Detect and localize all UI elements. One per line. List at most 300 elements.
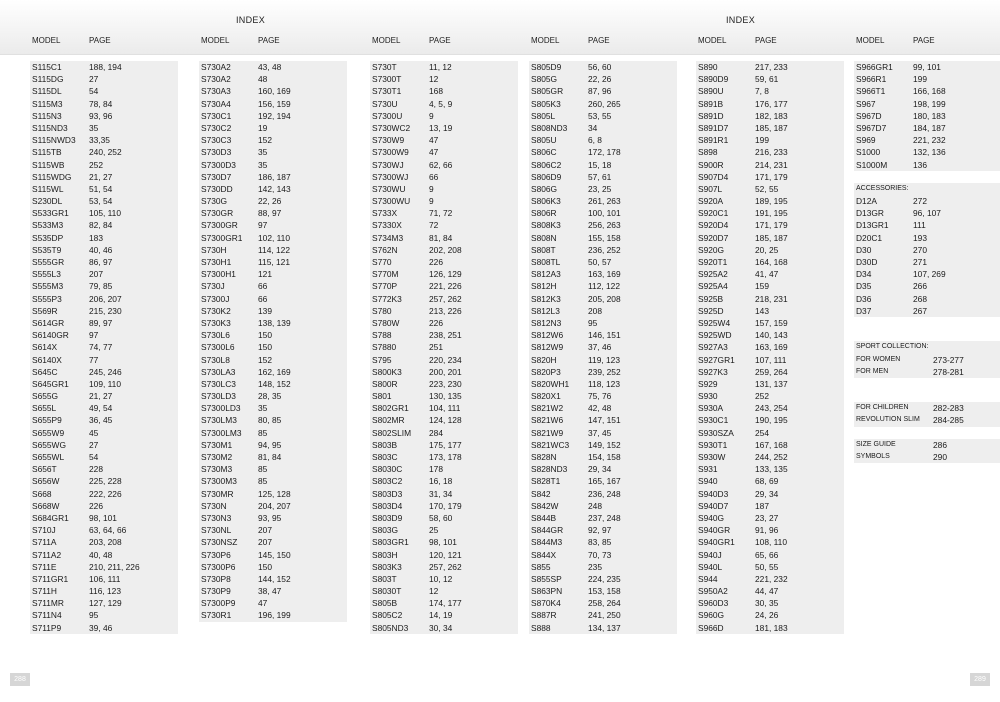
- page-ref: 228: [89, 464, 103, 475]
- index-entry: [696, 402, 844, 414]
- index-entry: [199, 390, 347, 402]
- model-code: S820P3: [531, 366, 561, 377]
- model-code: S7300T: [372, 74, 402, 85]
- index-entry: [30, 293, 178, 305]
- column-header-page: PAGE: [588, 36, 610, 45]
- page-ref: 180, 183: [913, 110, 946, 121]
- index-entry: [529, 329, 677, 341]
- index-entry: [696, 293, 844, 305]
- page-ref: 282-283: [933, 403, 964, 414]
- model-code: S780W: [372, 317, 400, 328]
- model-code: S533GR1: [32, 208, 69, 219]
- index-entry: [370, 378, 518, 390]
- model-code: S8030T: [372, 586, 402, 597]
- page-ref: 21, 27: [89, 391, 113, 402]
- page-ref: 52, 55: [755, 183, 779, 194]
- page-ref: 40, 48: [89, 549, 113, 560]
- model-code: S7300L6: [201, 342, 235, 353]
- model-code: S730K2: [201, 305, 231, 316]
- page-ref: 173, 178: [429, 452, 462, 462]
- page-ref: 266: [913, 281, 927, 292]
- page-ref: 131, 137: [755, 378, 788, 389]
- model-code: D13GR1: [856, 220, 889, 231]
- model-code: S967D7: [856, 122, 887, 133]
- page-ref: 102, 110: [258, 232, 290, 243]
- index-entry: [854, 85, 1000, 97]
- model-code: S805U: [531, 135, 557, 146]
- index-entry: [30, 317, 178, 329]
- page-ref: 152: [258, 135, 272, 146]
- index-entry: [199, 134, 347, 146]
- index-entry: [199, 500, 347, 512]
- model-code: D20C1: [856, 232, 883, 243]
- index-entry: [854, 110, 1000, 122]
- index-entry: [696, 341, 844, 353]
- model-code: S730L6: [201, 330, 230, 341]
- page-ref: 136: [913, 159, 927, 170]
- index-entry: [370, 439, 518, 451]
- index-entry: [696, 73, 844, 85]
- index-entry: [370, 305, 518, 317]
- index-entry: [30, 244, 178, 256]
- model-code: S805ND3: [372, 622, 409, 633]
- page-ref: 9: [429, 196, 434, 207]
- index-entry: [30, 305, 178, 317]
- index-entry: [529, 463, 677, 475]
- index-entry: [199, 524, 347, 536]
- model-code: S920G: [698, 244, 725, 255]
- page-ref: 192, 194: [258, 110, 291, 121]
- model-code: S7880: [372, 342, 397, 353]
- model-code: S7300D3: [201, 159, 236, 170]
- index-entry: [370, 427, 518, 439]
- page-ref: 199: [913, 74, 927, 85]
- page-ref: 278-281: [933, 366, 964, 377]
- index-entry: [529, 475, 677, 487]
- page-ref: 54: [89, 86, 99, 97]
- index-entry: [696, 414, 844, 426]
- page-ref: 30, 34: [429, 622, 453, 633]
- index-entry: [30, 354, 178, 366]
- index-entry: [529, 317, 677, 329]
- model-code: S870K4: [531, 598, 561, 609]
- index-entry: [370, 622, 518, 634]
- index-entry: [529, 390, 677, 402]
- page-ref: 43, 48: [258, 62, 282, 72]
- model-code: S770: [372, 257, 392, 267]
- index-entry: [199, 122, 347, 134]
- index-entry: [199, 85, 347, 97]
- model-code: S730P6: [201, 549, 231, 560]
- index-entry: [529, 268, 677, 280]
- model-code: S614GR: [32, 317, 65, 328]
- page-ref: 268: [913, 293, 927, 304]
- model-code: S966D: [698, 622, 724, 633]
- page-ref: 80, 85: [258, 415, 282, 426]
- page-ref: 71, 72: [429, 208, 453, 219]
- page-ref: 290: [933, 452, 947, 462]
- index-entry: [199, 183, 347, 195]
- model-code: S730A2: [201, 62, 231, 72]
- page-ref: 154, 158: [588, 452, 621, 462]
- index-entry: [199, 195, 347, 207]
- model-code: ACCESSORIES:: [856, 184, 909, 192]
- index-entry: [696, 597, 844, 609]
- page-ref: 225, 228: [89, 476, 122, 487]
- page-ref: 148, 152: [258, 378, 291, 389]
- model-code: S803D3: [372, 488, 403, 499]
- page-ref: 286: [933, 439, 947, 450]
- model-code: S730A2: [201, 74, 231, 85]
- model-code: S820H: [531, 354, 557, 365]
- page-ref: 167, 168: [755, 439, 788, 450]
- model-code: S7300M3: [201, 476, 237, 487]
- model-code: S940L: [698, 561, 723, 572]
- model-code: S805L: [531, 110, 556, 121]
- model-code: S555L3: [32, 269, 61, 280]
- model-code: S802MR: [372, 415, 405, 426]
- model-code: S655P9: [32, 415, 62, 426]
- page-ref: 44, 47: [755, 586, 779, 597]
- index-entry: [199, 512, 347, 524]
- spacer: [854, 171, 1000, 183]
- page-ref: 236, 248: [588, 488, 621, 499]
- page-ref: 65, 66: [755, 549, 779, 560]
- index-entry: [30, 280, 178, 292]
- index-entry: [370, 280, 518, 292]
- model-code: SPORT COLLECTION:: [856, 343, 929, 351]
- model-code: S730W9: [372, 135, 405, 146]
- page-ref: 152: [258, 354, 272, 365]
- index-entry: [370, 354, 518, 366]
- index-entry: [30, 341, 178, 353]
- index-entry: [199, 414, 347, 426]
- model-code: S770M: [372, 269, 399, 280]
- header-band: [0, 0, 1000, 55]
- model-code: S655WG: [32, 439, 66, 450]
- spacer: [854, 378, 1000, 390]
- index-entry: [30, 512, 178, 524]
- model-code: S891D: [698, 110, 724, 121]
- index-entry: [199, 475, 347, 487]
- page-ref: 163, 169: [588, 269, 621, 280]
- model-code: S821WC3: [531, 439, 570, 450]
- index-entry: [696, 134, 844, 146]
- model-code: S888: [531, 622, 551, 633]
- model-code: S803C: [372, 452, 398, 462]
- index-entry: [696, 195, 844, 207]
- index-entry: [529, 524, 677, 536]
- page-ref: 237, 248: [588, 512, 621, 523]
- model-code: S730NL: [201, 525, 232, 536]
- page-ref: 178: [429, 464, 443, 475]
- page-ref: 216, 233: [755, 147, 788, 158]
- model-code: S806R: [531, 208, 557, 219]
- page-ref: 35: [258, 147, 268, 158]
- index-entry: [30, 585, 178, 597]
- index-entry: [370, 98, 518, 110]
- page-ref: 259, 264: [755, 366, 788, 377]
- model-code: S555P3: [32, 293, 62, 304]
- model-code: S887R: [531, 610, 557, 621]
- page-ref: 85: [258, 476, 268, 487]
- page-ref: 224, 235: [588, 573, 621, 584]
- index-entry: [30, 98, 178, 110]
- index-entry: [30, 488, 178, 500]
- index-entry: [370, 134, 518, 146]
- index-entry: [199, 463, 347, 475]
- model-code: S730N: [201, 500, 227, 511]
- page-ref: 96, 107: [913, 208, 941, 219]
- page-ref: 226: [429, 257, 443, 267]
- index-entry: [696, 561, 844, 573]
- model-code: S844GR: [531, 525, 564, 536]
- model-code: S805D9: [531, 62, 562, 72]
- model-code: S828T1: [531, 476, 561, 487]
- section-heading: [854, 341, 1000, 353]
- model-code: S788: [372, 330, 392, 341]
- page-ref: 62, 66: [429, 159, 453, 170]
- index-entry: [370, 85, 518, 97]
- page-ref: 221, 232: [913, 135, 946, 146]
- index-entry: [854, 451, 1000, 463]
- model-code: S762N: [372, 244, 398, 255]
- index-entry: [696, 110, 844, 122]
- index-entry: [199, 207, 347, 219]
- index-entry: [370, 219, 518, 231]
- index-entry: [370, 573, 518, 585]
- index-entry: [370, 451, 518, 463]
- page-ref: 139: [258, 305, 272, 316]
- page-ref: 245, 246: [89, 366, 122, 377]
- index-entry: [696, 183, 844, 195]
- model-code: S930A: [698, 403, 724, 414]
- model-code: S907L: [698, 183, 723, 194]
- page-ref: 35: [89, 122, 99, 133]
- page-ref: 107, 111: [755, 354, 787, 365]
- index-column: [529, 61, 677, 634]
- model-code: S803B: [372, 439, 398, 450]
- page-ref: 251: [429, 342, 443, 353]
- index-entry: [370, 171, 518, 183]
- index-entry: [370, 524, 518, 536]
- page-ref: 150: [258, 330, 272, 341]
- page-ref: 75, 76: [588, 391, 612, 402]
- model-code: S940GR: [698, 525, 731, 536]
- page-ref: 95: [89, 610, 99, 621]
- index-entry: [854, 305, 1000, 317]
- page-ref: 252: [755, 391, 769, 402]
- index-entry: [199, 439, 347, 451]
- page-ref: 175, 177: [429, 439, 462, 450]
- index-entry: [199, 366, 347, 378]
- model-code: S812L3: [531, 305, 560, 316]
- page-ref: 204, 207: [258, 500, 291, 511]
- model-code: S710J: [32, 525, 56, 536]
- index-entry: [529, 414, 677, 426]
- model-code: D30: [856, 244, 872, 255]
- model-code: S733X: [372, 208, 398, 219]
- page-ref: 132, 136: [913, 147, 946, 158]
- model-code: S940J: [698, 549, 722, 560]
- index-entry: [30, 146, 178, 158]
- index-entry: [30, 85, 178, 97]
- index-entry: [696, 329, 844, 341]
- page-ref: 34: [588, 122, 598, 133]
- model-code: D37: [856, 305, 872, 316]
- model-code: S730K3: [201, 317, 231, 328]
- page-ref: 111: [913, 220, 926, 231]
- model-code: S770P: [372, 281, 398, 292]
- index-entry: [529, 244, 677, 256]
- page-ref: 185, 187: [755, 122, 788, 133]
- model-code: S711GR1: [32, 573, 69, 584]
- index-entry: [854, 414, 1000, 426]
- page-ref: 168: [429, 86, 443, 97]
- page-ref: 36, 45: [89, 415, 113, 426]
- page-ref: 188, 194: [89, 62, 122, 72]
- index-entry: [30, 427, 178, 439]
- index-entry: [30, 366, 178, 378]
- index-entry: [199, 329, 347, 341]
- page-ref: 257, 262: [429, 293, 462, 304]
- index-entry: [370, 414, 518, 426]
- index-entry: [854, 122, 1000, 134]
- index-entry: [696, 280, 844, 292]
- page-ref: 27: [89, 439, 99, 450]
- page-ref: 126, 129: [429, 269, 462, 280]
- index-entry: [199, 98, 347, 110]
- page-ref: 218, 231: [755, 293, 788, 304]
- page-ref: 109, 110: [89, 378, 121, 389]
- model-code: S806G: [531, 183, 558, 194]
- page-ref: 12: [429, 586, 439, 597]
- page-ref: 284-285: [933, 415, 964, 426]
- page-ref: 116, 123: [89, 586, 121, 597]
- model-code: S920D4: [698, 220, 729, 231]
- index-entry: [696, 61, 844, 73]
- model-code: S730G: [201, 196, 228, 207]
- page-ref: 206, 207: [89, 293, 122, 304]
- index-entry: [529, 439, 677, 451]
- index-entry: [370, 597, 518, 609]
- page-ref: 89, 97: [89, 317, 113, 328]
- index-entry: [696, 512, 844, 524]
- page-ref: 19: [258, 122, 268, 133]
- model-code: S555GR: [32, 257, 65, 267]
- model-code: S711MR: [32, 598, 64, 609]
- index-entry: [696, 451, 844, 463]
- page-ref: 66: [258, 281, 268, 292]
- page-ref: 85: [258, 427, 268, 438]
- model-code: S842: [531, 488, 551, 499]
- page-ref: 223, 230: [429, 378, 462, 389]
- model-code: S730P9: [201, 586, 231, 597]
- model-code: S925A2: [698, 269, 728, 280]
- model-code: S828ND3: [531, 464, 568, 475]
- model-code: S730T: [372, 62, 397, 72]
- page-ref: 91, 96: [755, 525, 779, 536]
- index-entry: [199, 219, 347, 231]
- page-ref: 15, 18: [588, 159, 612, 170]
- page-number-right: 289: [970, 673, 990, 686]
- model-code: S730M1: [201, 439, 233, 450]
- page-ref: 140, 143: [755, 330, 788, 341]
- index-entry: [529, 402, 677, 414]
- index-entry: [199, 317, 347, 329]
- model-code: S115WDG: [32, 171, 72, 182]
- model-code: S730N3: [201, 512, 232, 523]
- index-entry: [696, 98, 844, 110]
- index-entry: [854, 439, 1000, 451]
- model-code: S730U: [372, 98, 398, 109]
- model-code: S820X1: [531, 391, 561, 402]
- page-ref: 56, 60: [588, 62, 612, 72]
- page-ref: 24, 26: [755, 610, 779, 621]
- model-code: S7300J: [201, 293, 230, 304]
- model-code: S6140X: [32, 354, 62, 365]
- model-code: S855SP: [531, 573, 562, 584]
- model-code: S115TB: [32, 147, 62, 158]
- page-ref: 25: [429, 525, 439, 536]
- model-code: S803GR1: [372, 537, 409, 548]
- page-ref: 176, 177: [755, 98, 788, 109]
- index-entry: [529, 110, 677, 122]
- index-entry: [696, 219, 844, 231]
- index-entry: [854, 98, 1000, 110]
- page-ref: 63, 64, 66: [89, 525, 127, 536]
- page-ref: 114, 122: [258, 244, 290, 255]
- index-entry: [30, 622, 178, 634]
- model-code: D30D: [856, 257, 878, 267]
- model-code: S929: [698, 378, 718, 389]
- model-code: S668W: [32, 500, 60, 511]
- model-code: D36: [856, 293, 872, 304]
- index-entry: [30, 256, 178, 268]
- model-code: S730J: [201, 281, 225, 292]
- page-ref: 70, 73: [588, 549, 612, 560]
- model-code: S802GR1: [372, 403, 409, 414]
- index-entry: [370, 366, 518, 378]
- index-entry: [30, 402, 178, 414]
- model-code: S821W9: [531, 427, 564, 438]
- page-ref: 205, 208: [588, 293, 621, 304]
- model-code: S925D: [698, 305, 724, 316]
- model-code: S230DL: [32, 196, 63, 207]
- page-ref: 284: [429, 427, 443, 438]
- index-entry: [854, 219, 1000, 231]
- page-ref: 78, 84: [89, 98, 113, 109]
- page-ref: 92, 97: [588, 525, 612, 536]
- model-code: S6140GR: [32, 330, 69, 341]
- model-code: S930T1: [698, 439, 728, 450]
- page-ref: 40, 46: [89, 244, 113, 255]
- index-entry: [199, 280, 347, 292]
- model-code: S803C2: [372, 476, 403, 487]
- index-entry: [529, 378, 677, 390]
- page-ref: 243, 254: [755, 403, 788, 414]
- page-ref: 37, 46: [588, 342, 612, 353]
- model-code: S803T: [372, 573, 397, 584]
- page-ref: 248: [588, 500, 602, 511]
- page-ref: 12: [429, 74, 439, 85]
- page-ref: 220, 234: [429, 354, 462, 365]
- model-code: S844B: [531, 512, 557, 523]
- model-code: S7300P6: [201, 561, 236, 572]
- index-entry: [529, 597, 677, 609]
- page-ref: 147, 151: [588, 415, 621, 426]
- model-code: S772K3: [372, 293, 402, 304]
